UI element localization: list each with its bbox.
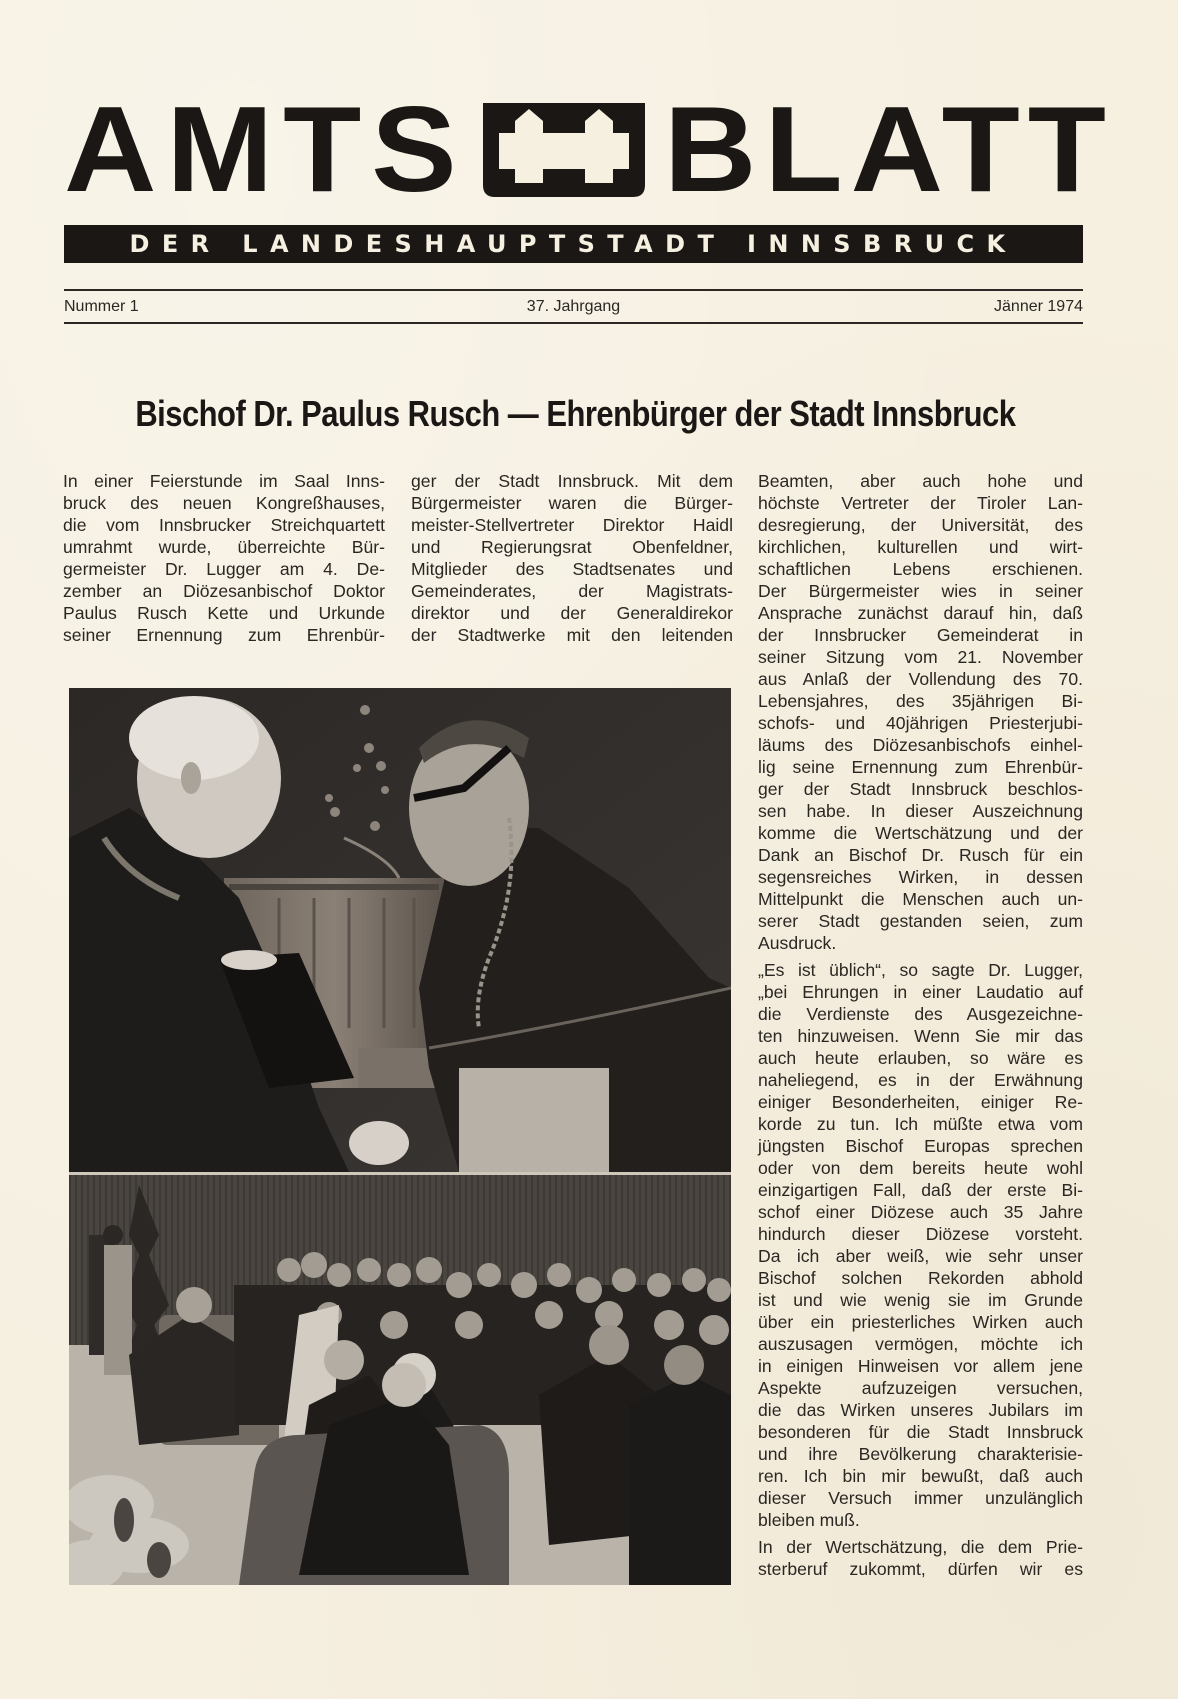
text-line: direktor und der Generaldirekor [411,603,733,623]
text-line: serer Stadt gestanden seien, zum [758,911,1083,931]
text-line: Da ich aber weiß, wie sehr unser [758,1246,1083,1266]
text-line: bruck des neuen Kongreßhauses, [63,493,385,513]
text-line: In einer Feierstunde im Saal Inns- [63,471,385,491]
paragraph [411,470,733,646]
text-line: auszusagen vermögen, möchte ich [758,1334,1083,1354]
text-line: ger der Stadt Innsbruck beschlos- [758,779,1083,799]
text-line: der Innsbrucker Gemeinderat in [758,625,1083,645]
masthead-title [64,81,1114,218]
text-line: jüngsten Bischof Europas sprechen [758,1136,1083,1156]
text-line: seiner Sitzung vom 21. November [758,647,1083,667]
text-line: sen habe. In dieser Auszeichnung [758,801,1083,821]
text-line: „bei Ehrungen in einer Laudatio auf [758,982,1083,1002]
text-line: sterberuf zukommt, dürfen wir es [758,1559,1083,1579]
text-line: hindurch dieser Diözese vorsteht. [758,1224,1083,1244]
text-line: ger der Stadt Innsbruck. Mit dem [411,471,733,491]
text-line: segensreiches Wirken, in dessen [758,867,1083,887]
paragraph [63,470,385,646]
text-line: einiger Besonderheiten, einiger Re- [758,1092,1083,1112]
text-line: Ausdruck. [758,933,837,953]
text-line: schaftlichen Lebens erschienen. [758,559,1083,579]
paragraph [758,1536,1083,1580]
text-line: zember an Diözesanbischof Doktor [63,581,385,601]
text-line: In der Wertschätzung, die dem Prie- [758,1537,1083,1557]
issue-number: Nummer 1 [64,298,139,315]
text-line: Ansprache zunächst darauf hin, daß [758,603,1083,623]
text-line: ist und wie wenig sie im Grunde [758,1290,1083,1310]
audience-photo [69,1175,731,1585]
text-line: Paulus Rusch Kette und Urkunde [63,603,385,623]
paragraph [758,470,1083,954]
text-line: schofs- und 40jährigen Priesterjubi- [758,713,1083,733]
text-line: korde zu tun. Ich müßte etwa vom [758,1114,1083,1134]
text-line: die das Wirken unseres Jubilars im [758,1400,1083,1420]
text-line: germeister Dr. Lugger am 4. De- [63,559,385,579]
paragraph [758,959,1083,1531]
issue-info-line [64,296,1083,318]
text-line: die vom Innsbrucker Streichquartett [63,515,385,535]
text-line: besonderen für die Stadt Innsbruck [758,1422,1083,1442]
text-line: umrahmt wurde, überreichte Bür- [63,537,385,557]
text-line: ten hinzuweisen. Wenn Sie mir das [758,1026,1083,1046]
text-line: Lebensjahres, des 35jährigen Bi- [758,691,1083,711]
volume-year: 37. Jahrgang [526,298,621,315]
text-line: dieser Versuch immer unzulänglich [758,1488,1083,1508]
text-line: und ihre Bevölkerung charakterisie- [758,1444,1083,1464]
text-line: schof einer Diözese auch 35 Jahre [758,1202,1083,1222]
innsbruck-bridge-shield-icon [481,99,647,201]
article-column-3 [758,470,1083,1580]
text-line: Beamten, aber auch hohe und [758,471,1083,491]
text-line: ren. Ich bin mir bewußt, daß auch [758,1466,1083,1486]
text-line: Mitglieder des Stadtsenates und [411,559,733,579]
text-line: Der Bürgermeister wies in seiner [758,581,1083,601]
text-line: desregierung, der Universität, des [758,515,1083,535]
text-line: Mittelpunkt die Menschen auch un- [758,889,1083,909]
text-line: Dank an Bischof Dr. Rusch für ein [758,845,1083,865]
handover-photo [69,688,731,1172]
text-line: naheliegend, es in der Erwähnung [758,1070,1083,1090]
masthead-word-blatt: BLATT [664,81,1114,218]
text-line: komme die Wertschätzung und der [758,823,1083,843]
rule-divider [64,322,1083,324]
text-line: „Es ist üblich“, so sagte Dr. Lugger, [758,960,1083,980]
text-line: lig seine Ernennung zum Ehrenbür- [758,757,1083,777]
masthead-subtitle: DER LANDESHAUPTSTADT INNSBRUCK [129,230,1018,258]
text-line: seiner Ernennung zum Ehrenbür- [63,625,385,645]
text-line: auch heute erlauben, so wäre es [758,1048,1083,1068]
masthead-subtitle-bar [64,225,1083,263]
text-line: Aspekte aufzuzeigen versuchen, [758,1378,1083,1398]
text-line: aus Anlaß der Vollendung des 70. [758,669,1083,689]
masthead-word-amts: AMTS [64,81,467,218]
text-line: und Regierungsrat Obenfeldner, [411,537,733,557]
rule-divider [64,289,1083,291]
text-line: Bürgermeister waren die Bürger- [411,493,733,513]
text-line: in einigen Hinweisen vor allem jene [758,1356,1083,1376]
text-line: Gemeinderates, der Magistrats- [411,581,733,601]
text-line: die Verdienste des Ausgezeichne- [758,1004,1083,1024]
text-line: kirchlichen, kulturellen und wirt- [758,537,1083,557]
text-line: über ein priesterliches Wirken auch [758,1312,1083,1332]
text-line: höchste Vertreter der Tiroler Lan- [758,493,1083,513]
text-line: oder von dem bereits heute wohl [758,1158,1083,1178]
article-headline: Bischof Dr. Paulus Rusch — Ehrenbürger der Stadt Innsbruck [135,393,1016,434]
article-column-1 [63,470,385,646]
text-line: läums des Diözesanbischofs einhel- [758,735,1083,755]
text-line: der Stadtwerke mit den leitenden [411,625,733,645]
text-line: bleiben muß. [758,1510,860,1530]
text-line: einzigartigen Fall, daß der erste Bi- [758,1180,1083,1200]
text-line: Bischof solchen Rekorden abhold [758,1268,1083,1288]
article-column-2 [411,470,733,646]
text-line: meister-Stellvertreter Direktor Haidl [411,515,733,535]
issue-date: Jänner 1974 [994,298,1083,315]
